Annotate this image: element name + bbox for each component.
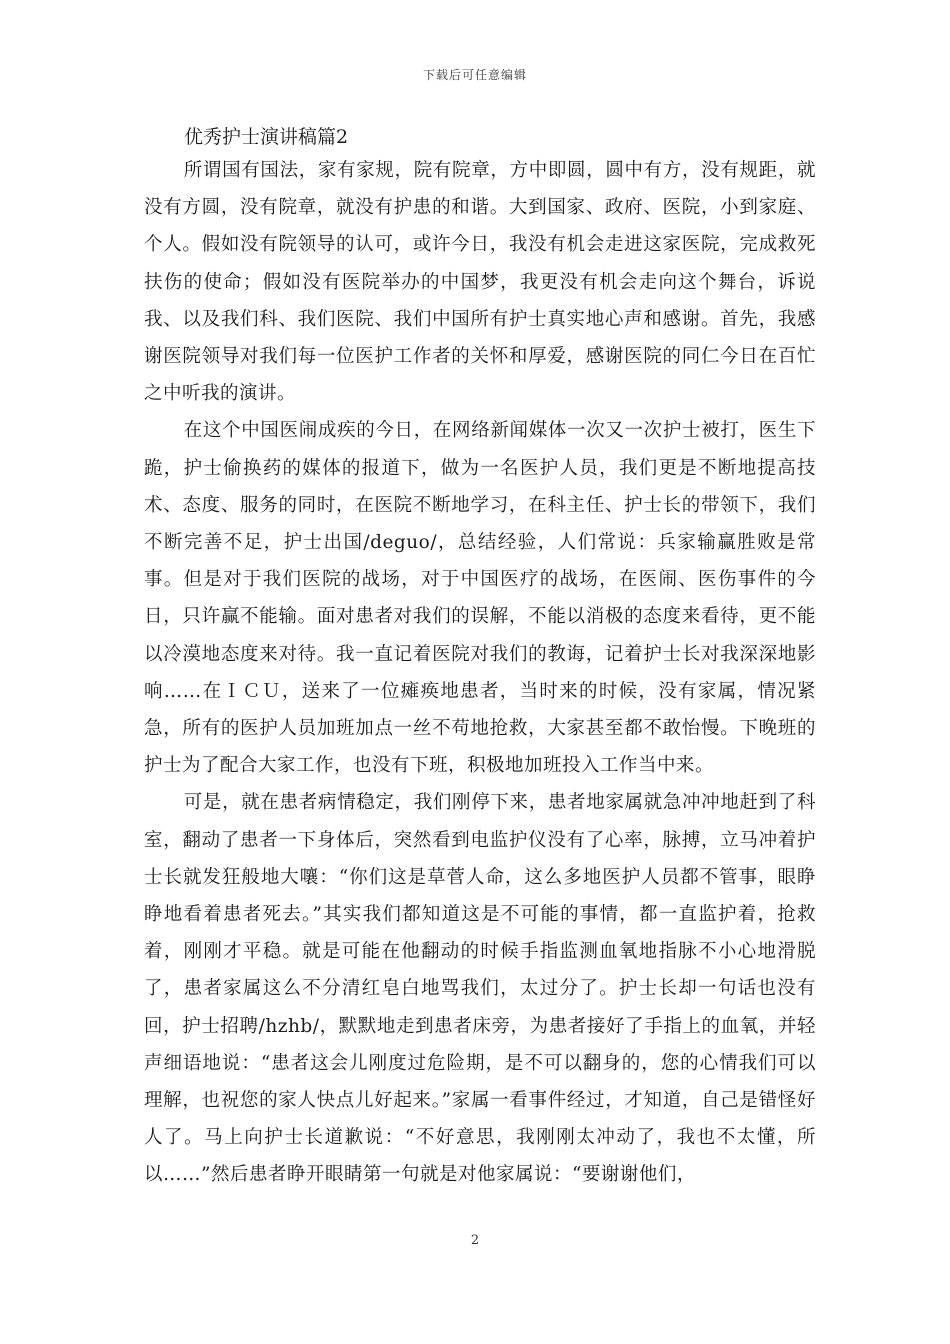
paragraph-2: 在这个中国医闹成疾的今日，在网络新闻媒体一次又一次护士被打，医生下跪，护士偷换药的媒体的报道下，做为一名医护人员，我们更是不断地提高技术、态度、服务的同时，在医院不断地学习，在科主任、护士长的带领下，我们不断完善不足，护士出国/deguo/，总结经验，人们常说：兵家输赢胜败是常事。但是对于我们医院的战场，对于中国医疗的战场，在医闹、医伤事件的今日，只许赢不能输。面对患者对我们的误解，不能以消极的态度来看待，更不能以冷漠地态度来对待。我一直记着医院对我们的教诲，记着护士长对我深深地影响……在ＩＣＵ，送来了一位瘫痪地患者，当时来的时候，没有家属，情况紧急，所有的医护人员加班加点一丝不苟地抢救，大家甚至都不敢怡慢。下晚班的护士为了配合大家工作，也没有下班，积极地加班投入工作当中来。 — [144, 420, 816, 777]
page-number: 2 — [470, 1233, 480, 1248]
article-title: 优秀护士演讲稿篇2 — [184, 126, 349, 148]
paragraph-3: 可是，就在患者病情稳定，我们刚停下来，患者地家属就急冲冲地赶到了科室，翻动了患者一下身体后，突然看到电监护仪没有了心率，脉搏，立马冲着护士长就发狂般地大嚷：“你们这是草菅人命，这么多地医护人员都不管事，眼睁睁地看着患者死去。”其实我们都知道这是不可能的事情，都一直监护着，抢救着，刚刚才平稳。就是可能在他翻动的时候手指监测血氧地指脉不小心地滑脱了，患者家属这么不分清红皂白地骂我们，太过分了。护士长却一句话也没有回，护士招聘/hzhb/，默默地走到患者床旁，为患者接好了手指上的血氧，并轻声细语地说：“患者这会儿刚度过危险期，是不可以翻身的，您的心情我们可以理解，也祝您的家人快点儿好起来。”家属一看事件经过，才知道，自己是错怪好人了。马上向护士长道歉说：“不好意思，我刚刚太冲动了，我也不太懂，所以……”然后患者睁开眼睛第一句就是对他家属说：“要谢谢他们， — [144, 792, 816, 1186]
paragraph-1: 所谓国有国法，家有家规，院有院章，方中即圆，圆中有方，没有规距，就没有方圆，没有院章，就没有护患的和谐。大到国家、政府、医院，小到家庭、个人。假如没有院领导的认可，或许今日，我没有机会走进这家医院，完成救死扶伤的使命；假如没有医院举办的中国梦，我更没有机会走向这个舞台，诉说我、以及我们科、我们医院、我们中国所有护士真实地心声和感谢。首先，我感谢医院领导对我们每一位医护工作者的关怀和厚爱，感谢医院的同仁今日在百忙之中听我的演讲。 — [144, 160, 816, 405]
document-body — [144, 122, 816, 1194]
page-header: 下载后可任意编辑 — [422, 68, 527, 82]
